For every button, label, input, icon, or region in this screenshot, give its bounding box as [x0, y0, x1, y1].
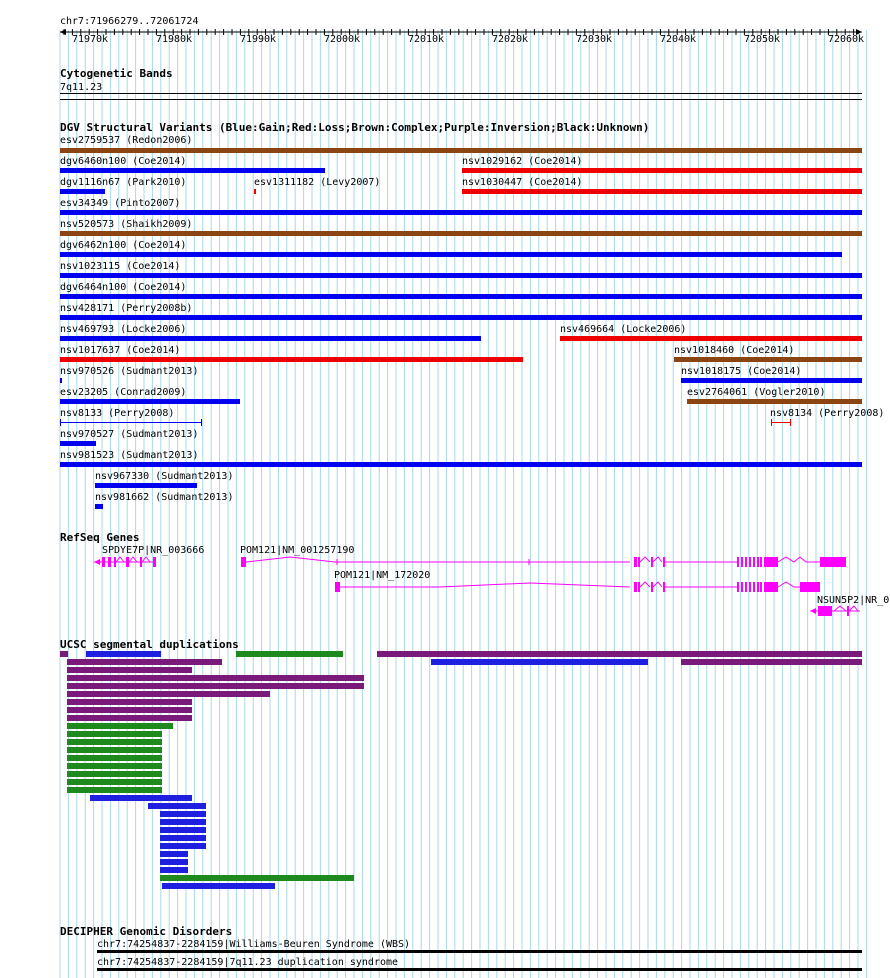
segdup-feature-bar[interactable]: [67, 683, 364, 689]
segdup-feature-bar[interactable]: [67, 691, 270, 697]
segdup-feature-bar[interactable]: [160, 867, 188, 873]
decipher-label-dup[interactable]: chr7:74254837-2284159|7q11.23 duplication syndrome: [97, 957, 399, 968]
segdup-feature-bar[interactable]: [160, 827, 206, 833]
ruler-tick-label: 72000k: [323, 34, 361, 45]
ruler-tick-label: 71980k: [155, 34, 193, 45]
segdup-track-title: UCSC segmental duplications: [60, 638, 239, 651]
dgv-feature-label[interactable]: esv2764061 (Vogler2010): [687, 387, 826, 398]
segdup-feature-bar[interactable]: [431, 659, 648, 665]
dgv-feature-label[interactable]: nsv970526 (Sudmant2013): [60, 366, 199, 377]
segdup-feature-bar[interactable]: [162, 883, 275, 889]
ruler-tick-label: 71970k: [71, 34, 109, 45]
segdup-feature-bar[interactable]: [67, 787, 162, 793]
segdup-feature-bar[interactable]: [236, 651, 343, 657]
segdup-feature-bar[interactable]: [160, 851, 188, 857]
segdup-feature-bar[interactable]: [67, 723, 173, 729]
segdup-feature-bar[interactable]: [67, 739, 162, 745]
decipher-track-title: DECIPHER Genomic Disorders: [60, 925, 233, 938]
dgv-feature-label[interactable]: nsv967330 (Sudmant2013): [95, 471, 234, 482]
segdup-feature-bar[interactable]: [160, 859, 188, 865]
gene-label-spdye7p[interactable]: SPDYE7P|NR_003666: [102, 545, 205, 556]
segdup-feature-bar[interactable]: [67, 707, 192, 713]
segdup-feature-bar[interactable]: [67, 699, 192, 705]
dgv-feature-label[interactable]: nsv1018460 (Coe2014): [674, 345, 795, 356]
dgv-feature-label[interactable]: esv1311182 (Levy2007): [254, 177, 381, 188]
cytoband-label: 7q11.23: [60, 82, 103, 93]
dgv-feature-label[interactable]: nsv1029162 (Coe2014): [462, 156, 583, 167]
segdup-feature-bar[interactable]: [67, 755, 162, 761]
segdup-feature-bar[interactable]: [67, 771, 162, 777]
ruler-tick-label: 72020k: [491, 34, 529, 45]
segdup-feature-bar[interactable]: [67, 763, 162, 769]
gene-label-pom121-b[interactable]: POM121|NM_172020: [334, 570, 431, 581]
segdup-feature-bar[interactable]: [160, 835, 206, 841]
segdup-feature-bar[interactable]: [681, 659, 862, 665]
dgv-feature-label[interactable]: nsv1017637 (Coe2014): [60, 345, 181, 356]
dgv-feature-label[interactable]: nsv1018175 (Coe2014): [681, 366, 802, 377]
gene-label-pom121-a[interactable]: POM121|NM_001257190: [240, 545, 355, 556]
cytoband-track-title: Cytogenetic Bands: [60, 67, 173, 80]
segdup-feature-bar[interactable]: [160, 843, 206, 849]
dgv-feature-label[interactable]: dgv1116n67 (Park2010): [60, 177, 187, 188]
segdup-feature-bar[interactable]: [67, 659, 222, 665]
gene-model-spdye7p: [94, 557, 156, 567]
dgv-track-title: DGV Structural Variants (Blue:Gain;Red:Loss;Brown:Complex;Purple:Inversion;Black:Unknown): [60, 121, 650, 134]
ruler-tick-label: 72060k: [827, 34, 865, 45]
segdup-feature-bar[interactable]: [160, 819, 206, 825]
dgv-feature-label[interactable]: nsv981523 (Sudmant2013): [60, 450, 199, 461]
ruler-position: chr7:71966279..72061724: [60, 16, 199, 27]
dgv-feature-label[interactable]: dgv6460n100 (Coe2014): [60, 156, 187, 167]
segdup-feature-bar[interactable]: [67, 747, 162, 753]
ruler-tick-label: 72050k: [743, 34, 781, 45]
dgv-feature-label[interactable]: nsv428171 (Perry2008b): [60, 303, 193, 314]
dgv-feature-label[interactable]: nsv8133 (Perry2008): [60, 408, 175, 419]
ruler-tick-label: 72040k: [659, 34, 697, 45]
segdup-feature-bar[interactable]: [160, 811, 206, 817]
dgv-feature-label[interactable]: nsv469793 (Locke2006): [60, 324, 187, 335]
segdup-feature-bar[interactable]: [90, 795, 192, 801]
segdup-feature-bar[interactable]: [67, 731, 162, 737]
dgv-feature-label[interactable]: nsv1023115 (Coe2014): [60, 261, 181, 272]
dgv-feature-label[interactable]: nsv520573 (Shaikh2009): [60, 219, 193, 230]
gene-model-nsun5p2: [810, 606, 860, 616]
decipher-bar-wbs[interactable]: [97, 950, 862, 953]
gene-model-pom121-b: [335, 582, 820, 592]
dgv-feature-label[interactable]: nsv970527 (Sudmant2013): [60, 429, 199, 440]
dgv-feature-label[interactable]: dgv6462n100 (Coe2014): [60, 240, 187, 251]
dgv-feature-label[interactable]: nsv1030447 (Coe2014): [462, 177, 583, 188]
ruler-tick-label: 72010k: [407, 34, 445, 45]
ruler-tick-label: 72030k: [575, 34, 613, 45]
segdup-feature-bar[interactable]: [377, 651, 862, 657]
gene-label-nsun5p2[interactable]: NSUN5P2|NR_0: [817, 595, 890, 606]
dgv-feature-label[interactable]: nsv8134 (Perry2008): [770, 408, 885, 419]
refseq-track-title: RefSeq Genes: [60, 531, 140, 544]
dgv-feature-label[interactable]: esv34349 (Pinto2007): [60, 198, 181, 209]
dgv-feature-label[interactable]: dgv6464n100 (Coe2014): [60, 282, 187, 293]
segdup-feature-bar[interactable]: [67, 667, 192, 673]
segdup-feature-bar[interactable]: [67, 779, 162, 785]
segdup-feature-bar[interactable]: [67, 715, 192, 721]
ruler-tick-label: 71990k: [239, 34, 277, 45]
dgv-feature-label[interactable]: nsv469664 (Locke2006): [560, 324, 687, 335]
dgv-feature-label[interactable]: esv2759537 (Redon2006): [60, 135, 193, 146]
segdup-feature-bar[interactable]: [86, 651, 161, 657]
gene-model-pom121-a: [241, 557, 846, 567]
dgv-feature-label[interactable]: nsv981662 (Sudmant2013): [95, 492, 234, 503]
segdup-feature-bar[interactable]: [60, 651, 68, 657]
decipher-bar-dup[interactable]: [97, 968, 862, 971]
segdup-feature-bar[interactable]: [160, 875, 354, 881]
decipher-label-wbs[interactable]: chr7:74254837-2284159|Williams-Beuren Syndrome (WBS): [97, 939, 411, 950]
segdup-feature-bar[interactable]: [67, 675, 364, 681]
segdup-feature-bar[interactable]: [148, 803, 206, 809]
dgv-feature-label[interactable]: esv23205 (Conrad2009): [60, 387, 187, 398]
